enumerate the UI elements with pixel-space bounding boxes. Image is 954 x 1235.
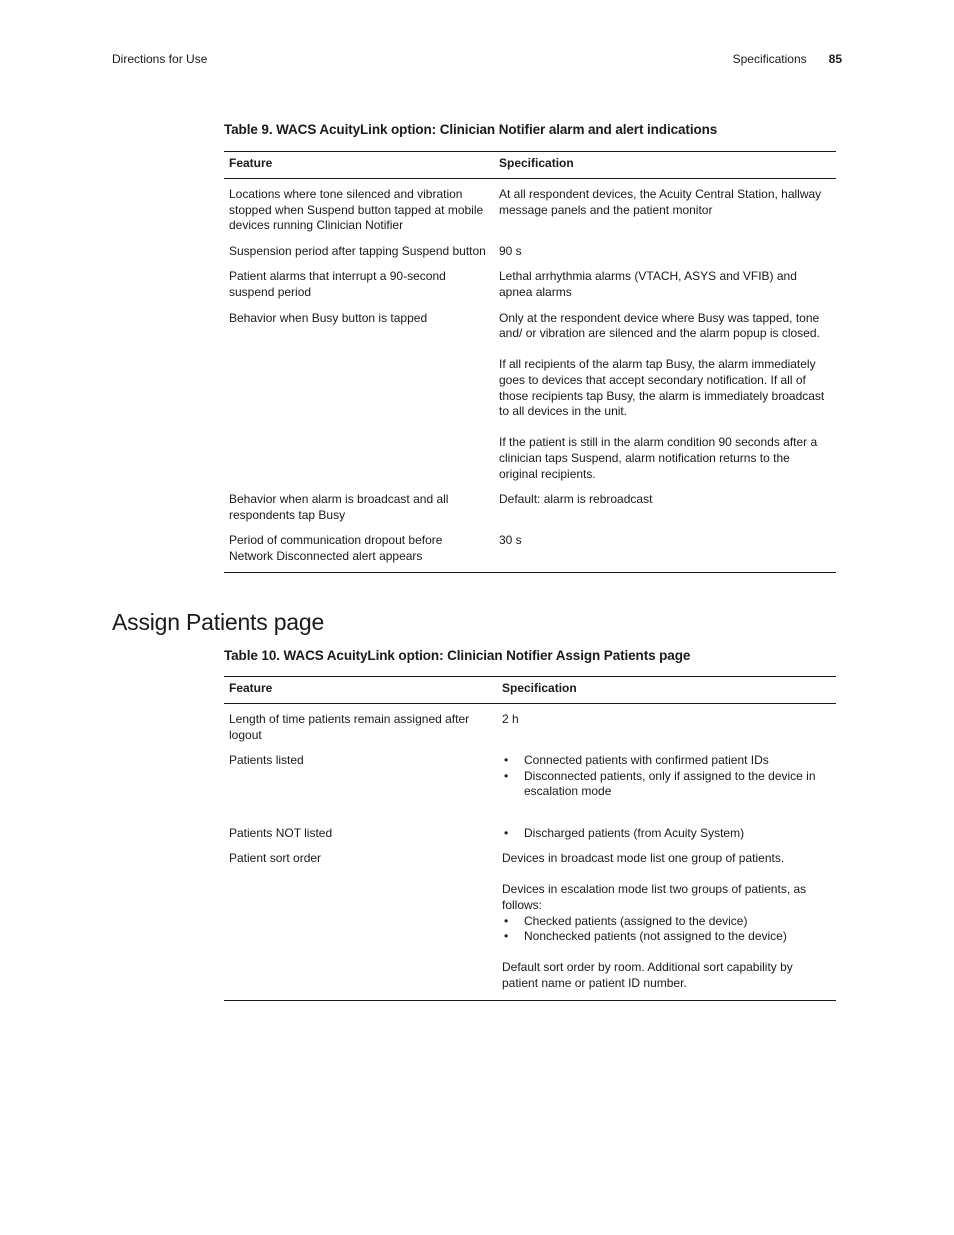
- table-row: [224, 484, 836, 525]
- spec-cell: Lethal arrhythmia alarms (VTACH, ASYS and VFIB) and apnea alarms: [499, 269, 797, 299]
- section-heading: Assign Patients page: [112, 609, 325, 636]
- feature-cell: Length of time patients remain assigned after logout: [229, 712, 470, 742]
- bullet-list: [502, 914, 831, 945]
- table-9: [224, 151, 836, 573]
- table-row: [224, 525, 836, 573]
- column-header-specification: Specification: [494, 152, 836, 179]
- table-row: [224, 704, 836, 746]
- spec-paragraph: Only at the respondent device where Busy was tapped, tone and/ or vibration are silenced and the alarm popup is closed.: [499, 310, 820, 341]
- spec-cell: 2 h: [502, 712, 519, 726]
- spec-cell: [497, 745, 836, 817]
- table-10: [224, 676, 836, 1001]
- feature-cell: Suspension period after tapping Suspend button: [229, 243, 486, 258]
- section-and-page: [733, 52, 842, 66]
- spec-cell: Default: alarm is rebroadcast: [499, 492, 653, 507]
- spec-cell: 90 s: [499, 243, 522, 258]
- feature-cell: Patient alarms that interrupt a 90-second suspend period: [229, 269, 446, 299]
- table-row: [224, 745, 836, 817]
- feature-cell: Patients listed: [229, 753, 304, 768]
- feature-cell: Locations where tone silenced and vibration stopped when Suspend button tapped at mobile devices running Clinician Notifier: [229, 187, 484, 233]
- spec-cell: [497, 843, 836, 1000]
- feature-cell: Period of communication dropout before Network Disconnected alert appears: [224, 525, 494, 573]
- table-row: [224, 179, 836, 236]
- column-header-feature: Feature: [224, 152, 494, 179]
- list-item: • Disconnected patients, only if assigned to the device in escalation mode: [502, 769, 831, 800]
- list-item: • Checked patients (assigned to the device): [502, 914, 831, 930]
- table-row: [224, 261, 836, 302]
- list-item: • Connected patients with confirmed patient IDs: [502, 753, 831, 769]
- feature-cell: Behavior when Busy button is tapped: [229, 310, 428, 325]
- table-header-row: [224, 152, 836, 179]
- spec-paragraph: If all recipients of the alarm tap Busy, the alarm immediately goes to devices that accept secondary notification. If all of those recipients tap Busy, the alarm is immediately broadcast to all devices in the unit.: [499, 357, 825, 419]
- spec-cell: [497, 818, 836, 844]
- column-header-specification: Specification: [497, 677, 836, 704]
- feature-cell: Patients NOT listed: [229, 825, 333, 840]
- page-number: 85: [828, 52, 842, 66]
- bullet-list: [502, 753, 831, 800]
- spec-cell: 30 s: [494, 525, 836, 573]
- spec-cell: At all respondent devices, the Acuity Central Station, hallway message panels and the patient monitor: [499, 187, 822, 217]
- spec-paragraph: Default sort order by room. Additional sort capability by patient name or patient ID number.: [502, 960, 793, 990]
- table-row: [224, 303, 836, 485]
- feature-cell: Patient sort order: [224, 843, 497, 1000]
- column-header-feature: Feature: [224, 677, 497, 704]
- table-row: [224, 818, 836, 844]
- spec-paragraph: Devices in broadcast mode list one group of patients.: [502, 851, 785, 866]
- spec-paragraph: If the patient is still in the alarm condition 90 seconds after a clinician taps Suspend, alarm notification returns to the original recipients.: [499, 435, 818, 481]
- bullet-list: [502, 826, 831, 842]
- feature-cell: Behavior when alarm is broadcast and all respondents tap Busy: [229, 492, 449, 522]
- running-head: [112, 52, 842, 68]
- table-10-caption: Table 10. WACS AcuityLink option: Clinician Notifier Assign Patients page: [224, 648, 691, 663]
- spec-cell: [494, 303, 836, 485]
- section-name: Specifications: [732, 52, 807, 66]
- spec-paragraph: Devices in escalation mode list two groups of patients, as follows:: [502, 882, 807, 912]
- document-title: Directions for Use: [112, 52, 208, 66]
- table-header-row: [224, 677, 836, 704]
- list-item: • Nonchecked patients (not assigned to the device): [502, 929, 831, 945]
- table-row: [224, 843, 836, 1000]
- table-row: [224, 236, 836, 262]
- list-item: • Discharged patients (from Acuity System): [502, 826, 831, 842]
- table-9-caption: Table 9. WACS AcuityLink option: Clinician Notifier alarm and alert indications: [224, 122, 718, 137]
